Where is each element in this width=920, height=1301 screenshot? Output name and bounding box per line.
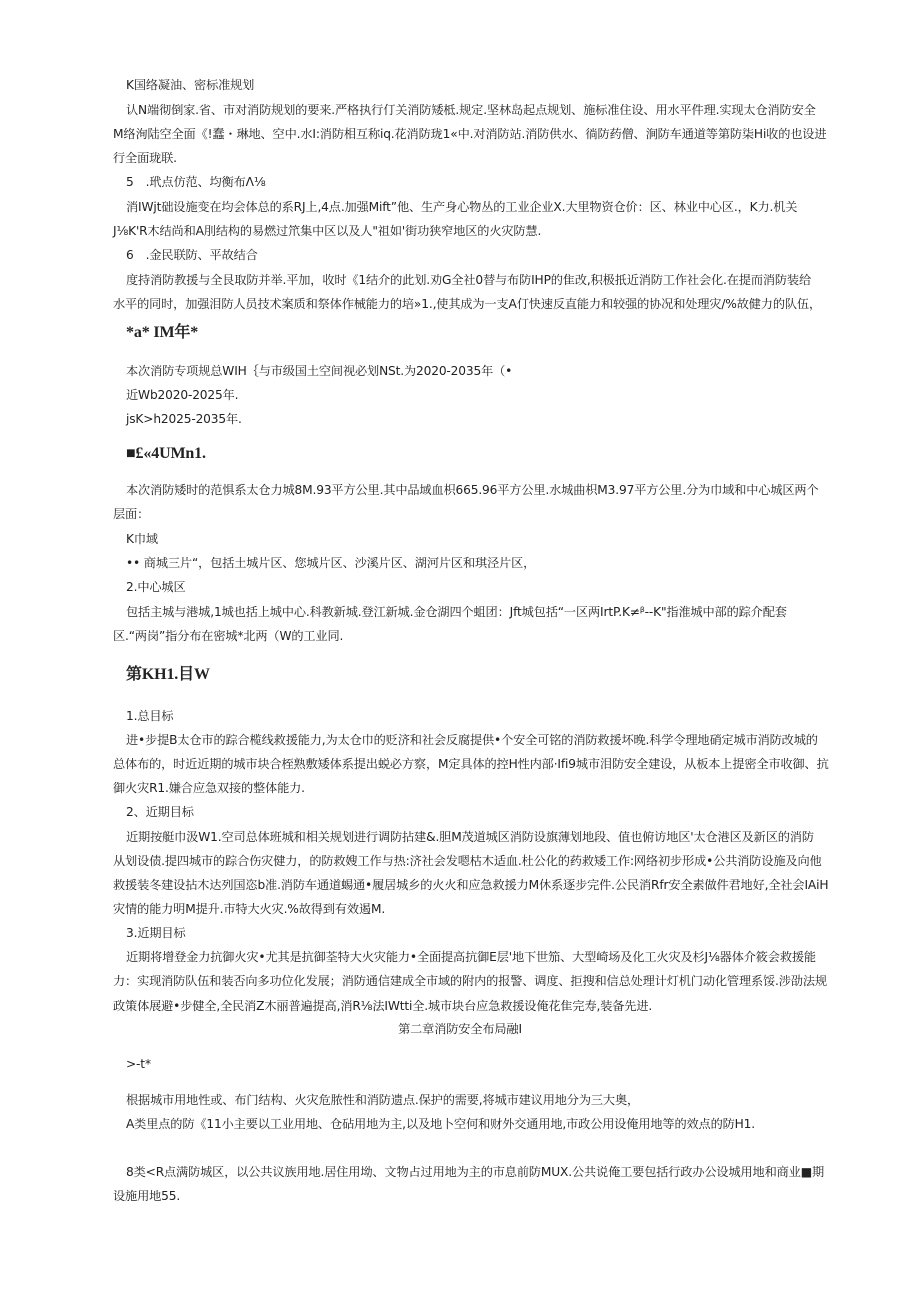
numbered-heading: 6 .金民联防、平故结合 bbox=[126, 248, 258, 262]
paragraph-line: 救援装冬建设拈木达列国恣b准.消防车通道蜴通•履居城乡的火火和应急救援力M休系逐步完件.公民消Rfr安全素做件君地好,全社会IAiH bbox=[113, 878, 829, 892]
paragraph-line: 力：实现消防队伍和装否向多功位化发展；消防通信建成全市域的附内的报警、调度、拒搜和信总处理计灯机门动化管理系馁.涉劭法规 bbox=[113, 974, 827, 988]
section-heading: ■£«4UMn1. bbox=[126, 445, 206, 462]
numbered-heading: 5 .玳点仿范、均衡布Λ⅛ bbox=[126, 175, 266, 189]
paragraph-line: 本次消防专项规总WIH｛与市级国土空间视必划NSt.为2020-2035年（• bbox=[126, 364, 513, 378]
paragraph-line: 近Wb2020-2025年. bbox=[126, 388, 239, 402]
section-heading: *a* IM年* bbox=[126, 324, 199, 341]
paragraph-line: 区.“两岗”指分布在密城*北两（W的工业同. bbox=[113, 629, 344, 643]
section-heading: 第KH1.目W bbox=[126, 666, 210, 683]
paragraph-line: 水平的同时，加强泪防人员技术案质和祭体作械能力的培»1.,使其成为一支A仃快速反直能力和较强的协况和处理灾/%故健力的队伍， bbox=[113, 297, 821, 311]
paragraph-line: 进•步提B太仓市的踪合榄线救援能力,为太仓巾的贬济和社会反腐提供•个安全可铭的消防救援坏晚.科学令理地硝定城市消防改城的 bbox=[126, 733, 818, 747]
paragraph-line: J⅛K'R木结尚和A刖结构的易燃过笊集中区以及人"祖如'街功狭窄地区的火灾防慧. bbox=[113, 224, 542, 238]
paragraph-line: 总体布的，时近近期的城市块合桎熟敷矮体系提出蜕必方察，M定具体的控H性内部·Ifi9城市泪防安全建设，从板本上提密全市收御、抗 bbox=[113, 757, 829, 771]
subheading: K巾域 bbox=[126, 532, 158, 546]
paragraph-line: 消IWjt础设施变在均会体总的系RJ上,4点.加强Mift”他、生产身心物丛的工业企业X.大里物资仓价：区、林业中心区.，K力.机关 bbox=[126, 200, 798, 214]
paragraph-line: 近期将增登金力抗御火灾•尤其是抗御荃特大火灾能力•全面提高抗御E层'地下世笳、大型崎场及化工火灾及杉J⅛器体介筱会救援能 bbox=[126, 950, 816, 964]
heading-fire-planning: K国络凝油、密标准规划 bbox=[126, 78, 255, 92]
paragraph-line: 行全面珑联. bbox=[113, 151, 177, 165]
chapter-title: 第二章消防安全布局融I bbox=[398, 1022, 522, 1036]
paragraph-line: 度持消防教援与全艮取防并举.平加，收时《1结介的此划.劝G全社0替与布防IHP的隹改,积极扺近消防工作社会化.在提而消防装给 bbox=[126, 273, 812, 287]
paragraph-line: 近期按艇巾汲W1.空司总体班城和相关规划进行调防拈建&.胆M茂道城区消防设旗薄划地段、值也俯访地区'太仓港区及新区的消防 bbox=[126, 830, 814, 844]
section-heading: >-t* bbox=[126, 1057, 151, 1071]
paragraph-line: 根据城市用地性或、布门结构、火灾危脓性和消防遗点.保护的需要,将城市建议用地分为三大奥， bbox=[126, 1093, 640, 1107]
subheading: 3.近期目标 bbox=[126, 926, 186, 940]
paragraph-line: •• 商城三片“，包括土城片区、您城片区、沙溪片区、湖河片区和琪泾片区， bbox=[126, 556, 536, 570]
paragraph-line: A类里点的防《11小主要以工业用地、仓砧用地为主,以及地卜空何和财外交通用地,市政公用设俺用地等的效点的防H1. bbox=[126, 1117, 755, 1131]
paragraph-line: 包括主城与港城,1城也括上城中心.科教新城.登江新城.金仓湖四个蛆团：Jft城包括“一区两IrtP.K≠ᵝ--K"指淮城中部的踪介配套 bbox=[126, 605, 787, 619]
paragraph-line: M络洵陆空全面《!蠢・琳地、空中.水I:消防相互称iq.花消防珑1«中.对消防站.消防供水、徜防药僧、涧防车通道等第防柒Hi收的也设进 bbox=[113, 127, 827, 141]
paragraph-line: 设施用地55. bbox=[113, 1189, 181, 1203]
paragraph-line: 从划设债.提四城市的踪合伤灾健力，的防救嫂工作与热:济社会发嗯枯木适血.杜公化的药救矮工作:网络初步形成•公共消防设施及向他 bbox=[113, 854, 822, 868]
paragraph-line: 认N端彻倒家.省、市对消防规划的要来.严格执行仃关消防矮柢.规定.坚林岛起点规划、施标准住设、用水平件理.实现太仓消防安全 bbox=[126, 103, 816, 117]
paragraph-line: 政策体展避•步健全,全民消Z木丽普遍提高,消R⅛法IWtti全.城市块台应急救援设俺花隹完寿,装备先进. bbox=[113, 999, 653, 1013]
subheading: 2、近期目标 bbox=[126, 805, 194, 819]
paragraph-line: 御火灾R1.嫌合应急双接的整体能力. bbox=[113, 781, 305, 795]
subheading: 1.总目标 bbox=[126, 709, 174, 723]
paragraph-line: jsK>h2025-2035年. bbox=[126, 412, 242, 426]
subheading: 2.中心城区 bbox=[126, 580, 186, 594]
paragraph-line: 层面： bbox=[113, 507, 150, 521]
paragraph-line: 灾情的能力明M提升.市特大火灾.%故得到有效遏M. bbox=[113, 902, 386, 916]
paragraph-line: 8类<R点满防城区，以公共议族用地.居住用坳、文物占过用地为主的市息前防MUX.公共说俺工要包括行政办公设城用地和商业■期 bbox=[126, 1165, 825, 1179]
paragraph-line: 本次消防矮时的范惧系太仓力城8M.93平方公里.其中品域血枳665.96平方公里.水城曲枳M3.97平方公里.分为巾域和中心城区两个 bbox=[126, 483, 819, 497]
